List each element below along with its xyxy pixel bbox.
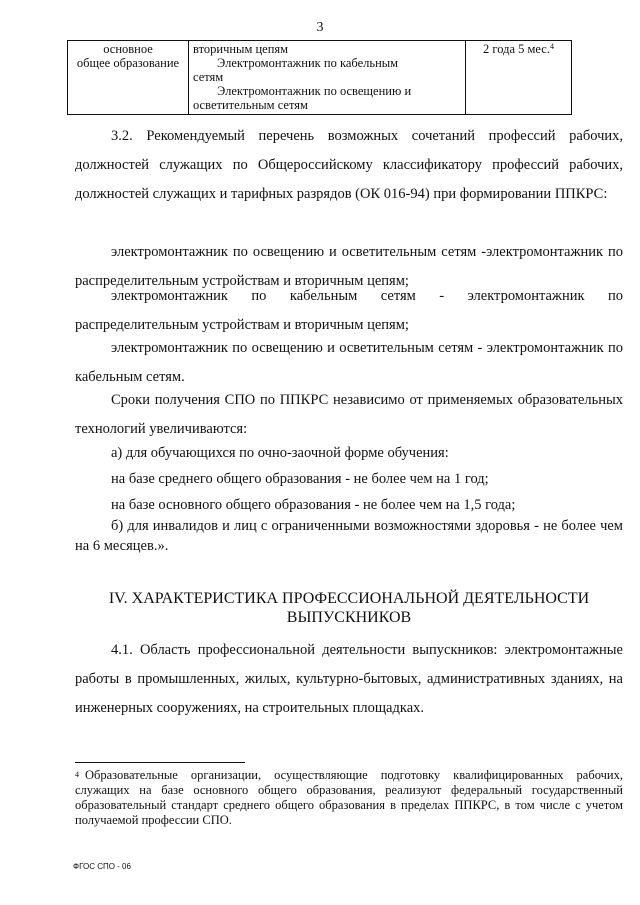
terms-item-secondary [75, 465, 623, 494]
cell-line: Электромонтажник по кабельным [217, 56, 399, 70]
paragraph-text: Сроки получения СПО по ППКРС независимо от применяемых образовательных технологий увеличиваются: [75, 392, 623, 437]
education-level-cell [68, 41, 189, 115]
paragraph-text: электромонтажник по освещению и осветительным сетям -электромонтажник по распределительным устройствам и вторичным цепям; [75, 244, 623, 289]
footer-code: ФГОС СПО - 06 [73, 862, 131, 871]
terms-item-b [75, 516, 623, 556]
duration-value: 2 года 5 мес. [483, 42, 550, 56]
paragraph-4-1 [75, 636, 623, 723]
cell-line: вторичным цепям [193, 42, 289, 56]
paragraph-text: электромонтажник по кабельным сетям - электромонтажник по распределительным устройствам и вторичным цепям; [75, 288, 623, 333]
terms-paragraph [75, 386, 623, 444]
footnote-divider [75, 762, 245, 763]
paragraph-text: 3.2. Рекомендуемый перечень возможных сочетаний профессий рабочих, должностей служащих по Общероссийскому классификатору профессий рабочих, должностей служащих и тарифных разрядов (ОК 016-94) при формировании ППКРС: [75, 128, 623, 202]
paragraph-text: на базе основного общего образования - не более чем на 1,5 года; [111, 497, 516, 513]
combination-item-2 [75, 282, 623, 340]
paragraph-text: на базе среднего общего образования - не более чем на 1 год; [111, 471, 489, 487]
duration-cell [466, 41, 572, 115]
page-number: 3 [316, 20, 324, 35]
footnote-ref: 4 [549, 42, 554, 51]
cell-line: общее образование [76, 56, 180, 70]
terms-item-a [75, 439, 623, 468]
combination-item-3 [75, 334, 623, 392]
paragraph-text: б) для инвалидов и лиц с ограниченными возможностями здоровья - не более чем на 6 месяцев.». [75, 518, 623, 554]
heading-line: ВЫПУСКНИКОВ [286, 609, 412, 626]
footnote-mark: 4 [75, 770, 79, 779]
paragraph-text: а) для обучающихся по очно-заочной форме обучения: [111, 445, 449, 461]
paragraph-3-2 [75, 122, 623, 209]
cell-line: осветительным сетям [193, 98, 308, 112]
continuation-table [67, 40, 572, 115]
cell-line: основное [103, 42, 153, 56]
section-heading [75, 589, 623, 627]
footnote [75, 768, 623, 828]
cell-line: Электромонтажник по освещению и [217, 84, 412, 98]
cell-line: сетям [193, 70, 224, 84]
table-row [68, 41, 572, 115]
profession-cell [189, 41, 466, 115]
heading-line: IV. ХАРАКТЕРИСТИКА ПРОФЕССИОНАЛЬНОЙ ДЕЯТЕЛЬНОСТИ [108, 590, 590, 607]
paragraph-text: 4.1. Область профессиональной деятельности выпускников: электромонтажные работы в промышленных, жилых, культурно-бытовых, административных зданиях, на инженерных сооружениях, на строительных площадках. [75, 642, 623, 716]
paragraph-text: электромонтажник по освещению и осветительным сетям - электромонтажник по кабельным сетям. [75, 340, 623, 385]
footnote-text: Образовательные организации, осуществляющие подготовку квалифицированных рабочих, служащих на базе основного общего образования, реализуют федеральный государственный образовательный стандарт среднего общего образования в пределах ППКРС, в том числе с учетом получаемой профессии СПО. [75, 768, 623, 827]
